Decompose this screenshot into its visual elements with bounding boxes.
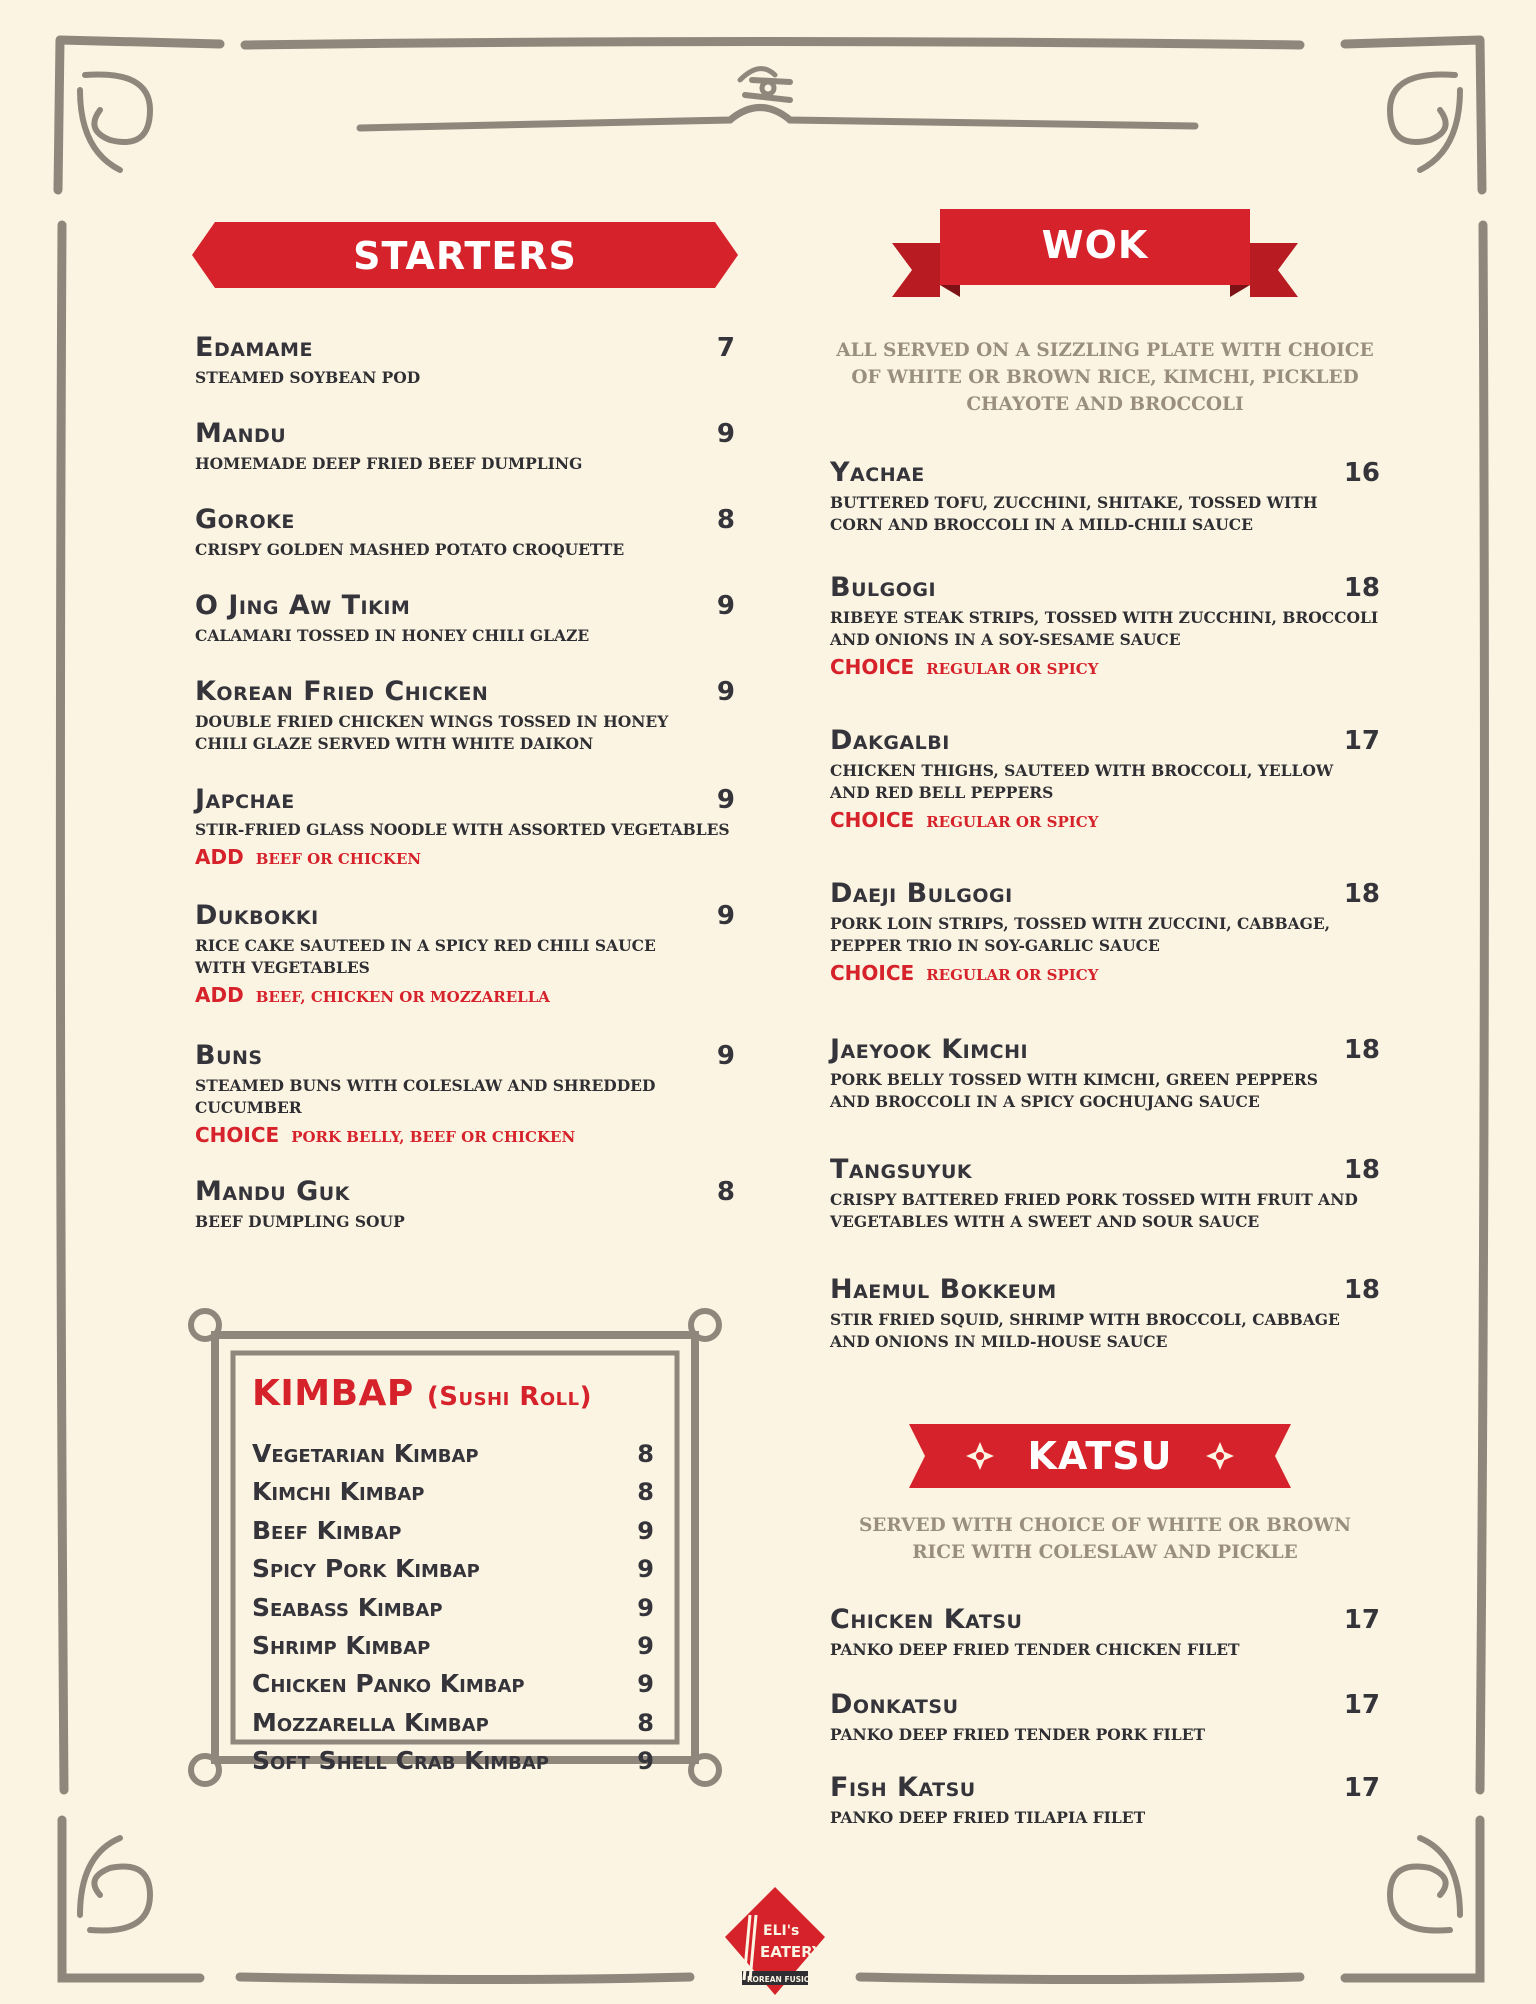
addon-tag: CHOICE <box>830 961 915 985</box>
addon-tag: CHOICE <box>830 808 915 832</box>
list-item <box>252 1742 654 1780</box>
item-name: Mozzarella Kimbap <box>252 1707 489 1737</box>
logo-line1: ELI's <box>763 1923 800 1939</box>
item-price: 17 <box>1343 1690 1380 1720</box>
wok-banner <box>890 205 1300 305</box>
kimbap-title-text: KIMBAP <box>252 1373 414 1414</box>
menu-item <box>195 1041 735 1149</box>
item-name: Chicken Katsu <box>830 1604 1023 1635</box>
menu-item <box>830 1155 1380 1233</box>
item-price: 9 <box>716 901 735 931</box>
item-name: Edamame <box>195 332 313 363</box>
item-name: Korean Fried Chicken <box>195 676 489 707</box>
list-item <box>252 1473 654 1511</box>
item-price: 8 <box>716 505 735 535</box>
list-item <box>252 1512 654 1550</box>
item-description: HOMEMADE DEEP FRIED BEEF DUMPLING <box>195 454 583 473</box>
item-description: RICE CAKE SAUTEED IN A SPICY RED CHILI SAUCE WITH VEGETABLES <box>195 936 656 977</box>
item-price: 9 <box>716 677 735 707</box>
item-description: PORK BELLY TOSSED WITH KIMCHI, GREEN PEPPERS AND BROCCOLI IN A SPICY GOCHUJANG SAUCE <box>830 1070 1318 1111</box>
item-name: Vegetarian Kimbap <box>252 1439 479 1468</box>
katsu-title: KATSU <box>1027 1434 1173 1478</box>
item-price: 9 <box>637 1593 654 1622</box>
item-name: Shrimp Kimbap <box>252 1630 431 1660</box>
kimbap-box <box>175 1295 735 1800</box>
addon-tag: CHOICE <box>830 655 915 679</box>
addon-tag: ADD <box>195 845 244 869</box>
item-name: Goroke <box>195 504 295 535</box>
addon-options: REGULAR OR SPICY <box>926 966 1099 984</box>
item-addon <box>195 845 735 871</box>
item-price: 16 <box>1343 458 1380 488</box>
item-description: BEEF DUMPLING SOUP <box>195 1212 405 1231</box>
item-price: 18 <box>1343 1035 1380 1065</box>
list-item <box>252 1550 654 1588</box>
menu-item <box>830 573 1380 681</box>
katsu-banner <box>905 1420 1295 1492</box>
addon-tag: CHOICE <box>195 1123 280 1147</box>
item-price: 9 <box>716 419 735 449</box>
menu-item <box>195 785 735 871</box>
item-description: CRISPY BATTERED FRIED PORK TOSSED WITH FRUIT AND VEGETABLES WITH A SWEET AND SOUR SAUCE <box>830 1190 1358 1231</box>
item-price: 8 <box>637 1478 654 1507</box>
item-addon <box>195 1123 735 1149</box>
logo-tagline: KOREAN FUSION <box>747 1975 817 1984</box>
menu-item <box>830 1690 1380 1746</box>
item-addon <box>195 983 735 1009</box>
item-name: Kimchi Kimbap <box>252 1477 425 1507</box>
menu-item <box>830 1275 1380 1353</box>
item-name: O Jing Aw Tikim <box>195 590 411 621</box>
addon-options: BEEF, CHICKEN OR MOZZARELLA <box>255 988 550 1006</box>
item-name: Tangsuyuk <box>830 1154 973 1185</box>
item-price: 17 <box>1343 1605 1380 1635</box>
item-name: Daeji Bulgogi <box>830 878 1013 909</box>
menu-item <box>830 1773 1380 1829</box>
item-description: DOUBLE FRIED CHICKEN WINGS TOSSED IN HONEY CHILI GLAZE SERVED WITH WHITE DAIKON <box>195 712 669 753</box>
item-price: 8 <box>716 1177 735 1207</box>
item-price: 8 <box>637 1440 654 1468</box>
item-name: Yachae <box>830 457 925 488</box>
item-price: 9 <box>637 1555 654 1584</box>
addon-options: PORK BELLY, BEEF OR CHICKEN <box>291 1128 576 1146</box>
addon-tag: ADD <box>195 983 244 1007</box>
menu-item <box>830 1605 1380 1661</box>
item-name: Beef Kimbap <box>252 1515 402 1545</box>
wok-note: ALL SERVED ON A SIZZLING PLATE WITH CHOICE OF WHITE OR BROWN RICE, KIMCHI, PICKLED CHAYOTE AND BROCCOLI <box>836 340 1374 415</box>
item-description: STEAMED BUNS WITH COLESLAW AND SHREDDED CUCUMBER <box>195 1076 656 1117</box>
item-addon <box>830 961 1380 987</box>
item-price: 9 <box>716 1041 735 1071</box>
item-price: 17 <box>1343 1773 1380 1803</box>
item-price: 9 <box>637 1631 654 1660</box>
menu-item <box>195 677 735 755</box>
item-name: Soft Shell Crab Kimbap <box>252 1746 549 1776</box>
list-item <box>252 1589 654 1627</box>
item-name: Fish Katsu <box>830 1772 976 1803</box>
list-item <box>252 1435 654 1473</box>
item-description: CHICKEN THIGHS, SAUTEED WITH BROCCOLI, YELLOW AND RED BELL PEPPERS <box>830 761 1334 802</box>
kimbap-subtitle: (Sushi Roll) <box>426 1382 593 1412</box>
item-description: STIR-FRIED GLASS NOODLE WITH ASSORTED VEGETABLES <box>195 820 730 839</box>
item-name: Seabass Kimbap <box>252 1592 443 1622</box>
item-description: CRISPY GOLDEN MASHED POTATO CROQUETTE <box>195 540 625 559</box>
item-description: CALAMARI TOSSED IN HONEY CHILI GLAZE <box>195 626 590 645</box>
list-item <box>252 1704 654 1742</box>
item-name: Bulgogi <box>830 572 937 603</box>
menu-item <box>195 901 735 1009</box>
item-price: 8 <box>637 1708 654 1737</box>
kimbap-list <box>252 1435 654 1781</box>
item-addon <box>830 655 1380 681</box>
item-name: Japchae <box>195 784 295 815</box>
item-name: Haemul Bokkeum <box>830 1274 1057 1305</box>
item-description: PANKO DEEP FRIED TILAPIA FILET <box>830 1808 1146 1827</box>
item-price: 7 <box>716 333 735 363</box>
item-price: 18 <box>1343 573 1380 603</box>
starters-banner <box>190 220 740 290</box>
list-item <box>252 1665 654 1703</box>
menu-item <box>830 879 1380 987</box>
kimbap-title <box>252 1373 592 1414</box>
item-description: STEAMED SOYBEAN POD <box>195 368 421 387</box>
item-price: 9 <box>716 785 735 815</box>
item-description: PANKO DEEP FRIED TENDER PORK FILET <box>830 1725 1206 1744</box>
item-description: PANKO DEEP FRIED TENDER CHICKEN FILET <box>830 1640 1240 1659</box>
eatery-logo <box>720 1885 830 2000</box>
menu-item <box>195 419 735 475</box>
item-name: Donkatsu <box>830 1689 959 1720</box>
item-price: 18 <box>1343 1155 1380 1185</box>
addon-options: REGULAR OR SPICY <box>926 660 1099 678</box>
item-name: Buns <box>195 1040 263 1071</box>
logo-line2: EATERY <box>760 1943 823 1961</box>
item-name: Chicken Panko Kimbap <box>252 1669 525 1699</box>
menu-item <box>830 1035 1380 1113</box>
item-description: RIBEYE STEAK STRIPS, TOSSED WITH ZUCCHINI, BROCCOLI AND ONIONS IN A SOY-SESAME SAUCE <box>830 608 1379 649</box>
list-item <box>252 1627 654 1665</box>
addon-options: BEEF OR CHICKEN <box>255 850 422 868</box>
item-price: 9 <box>637 1747 654 1776</box>
item-price: 18 <box>1343 1275 1380 1305</box>
addon-options: REGULAR OR SPICY <box>926 813 1099 831</box>
item-name: Dukbokki <box>195 900 319 931</box>
menu-item <box>195 333 735 389</box>
item-price: 9 <box>637 1670 654 1699</box>
menu-item <box>195 591 735 647</box>
item-price: 18 <box>1343 879 1380 909</box>
item-price: 9 <box>637 1516 654 1545</box>
starters-title: STARTERS <box>353 234 577 278</box>
menu-item <box>195 1177 735 1233</box>
item-name: Jaeyook Kimchi <box>830 1034 1029 1065</box>
item-description: STIR FRIED SQUID, SHRIMP WITH BROCCOLI, CABBAGE AND ONIONS IN MILD-HOUSE SAUCE <box>830 1310 1340 1351</box>
item-price: 17 <box>1343 726 1380 756</box>
menu-item <box>195 505 735 561</box>
menu-item <box>830 458 1380 536</box>
katsu-note: SERVED WITH CHOICE OF WHITE OR BROWN RICE WITH COLESLAW AND PICKLE <box>858 1515 1352 1563</box>
item-name: Mandu Guk <box>195 1176 350 1207</box>
item-name: Spicy Pork Kimbap <box>252 1554 480 1584</box>
wok-title: WOK <box>1041 223 1149 267</box>
item-name: Mandu <box>195 418 287 449</box>
item-name: Dakgalbi <box>830 725 950 756</box>
item-addon <box>830 808 1380 834</box>
item-description: PORK LOIN STRIPS, TOSSED WITH ZUCCINI, CABBAGE, PEPPER TRIO IN SOY-GARLIC SAUCE <box>830 914 1331 955</box>
item-price: 9 <box>716 591 735 621</box>
menu-item <box>830 726 1380 834</box>
item-description: BUTTERED TOFU, ZUCCHINI, SHITAKE, TOSSED WITH CORN AND BROCCOLI IN A MILD-CHILI SAUCE <box>830 493 1318 534</box>
